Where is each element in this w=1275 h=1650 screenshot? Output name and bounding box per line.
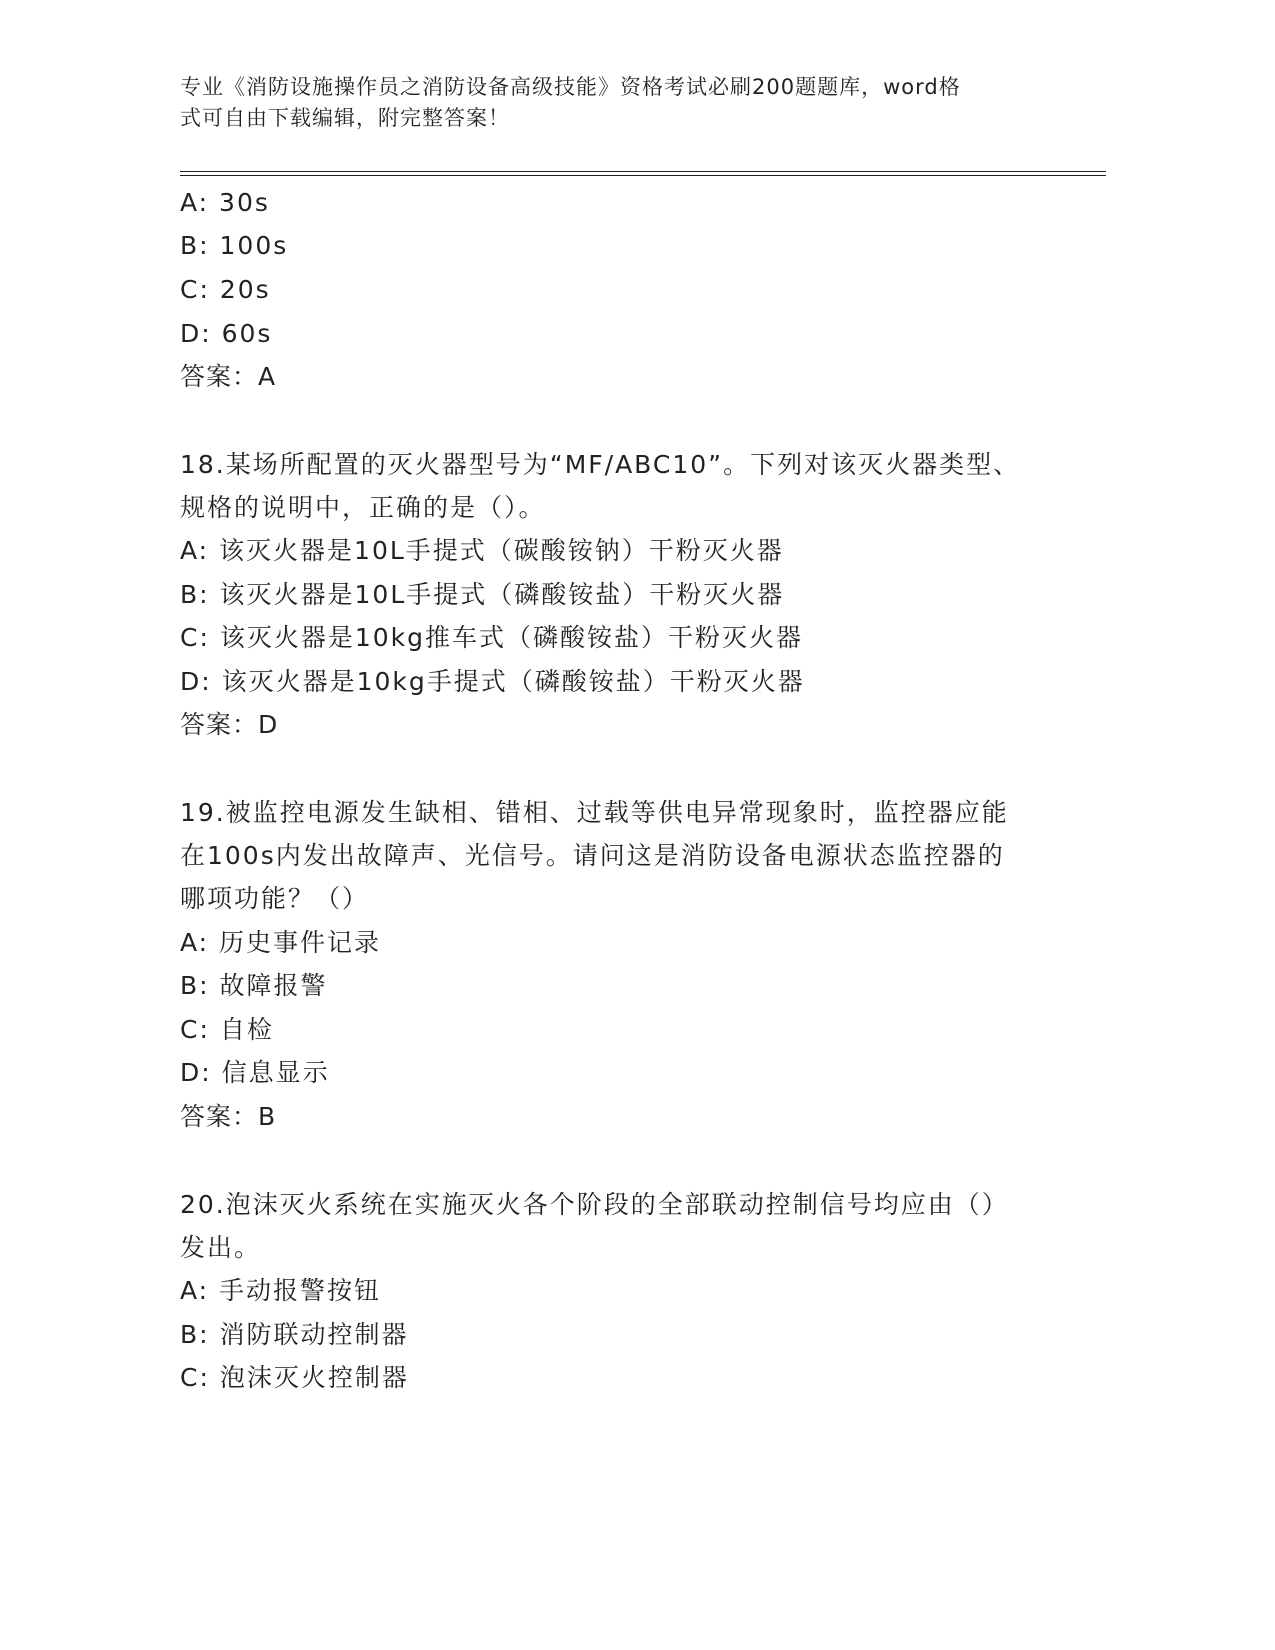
- q20-option-b: B: 消防联动控制器: [180, 1320, 409, 1349]
- q18-stem-line-2: 规格的说明中，正确的是（）。: [180, 493, 546, 522]
- q18-option-c: C: 该灭火器是10kg推车式（磷酸铵盐）干粉灭火器: [180, 623, 803, 652]
- header-line-1: 专业《消防设施操作员之消防设备高级技能》资格考试必刷200题题库，word格: [180, 75, 961, 99]
- header-line-2: 式可自由下载编辑，附完整答案！: [180, 106, 510, 130]
- header-rule-bottom: [180, 175, 1106, 176]
- q19-answer: 答案：B: [180, 1102, 277, 1131]
- header-rule-top: [180, 171, 1106, 172]
- q19-stem-line-2: 在100s内发出故障声、光信号。请问这是消防设备电源状态监控器的: [180, 841, 1005, 870]
- q17-option-a: A: 30s: [180, 188, 270, 217]
- q17-option-d: D: 60s: [180, 319, 273, 348]
- q19-option-b: B: 故障报警: [180, 971, 328, 1000]
- q18-answer: 答案：D: [180, 710, 279, 739]
- q20-stem-line-2: 发出。: [180, 1233, 262, 1262]
- q20-stem-line-1: 20.泡沫灭火系统在实施灭火各个阶段的全部联动控制信号均应由（）: [180, 1190, 1009, 1219]
- q18-option-d: D: 该灭火器是10kg手提式（磷酸铵盐）干粉灭火器: [180, 667, 805, 696]
- q20-option-a: A: 手动报警按钮: [180, 1276, 382, 1305]
- q17-answer: 答案：A: [180, 362, 277, 391]
- q19-stem-line-1: 19.被监控电源发生缺相、错相、过载等供电异常现象时，监控器应能: [180, 798, 1009, 827]
- q18-option-a: A: 该灭火器是10L手提式（碳酸铵钠）干粉灭火器: [180, 536, 784, 565]
- q17-option-c: C: 20s: [180, 275, 271, 304]
- q20-option-c: C: 泡沫灭火控制器: [180, 1363, 409, 1392]
- q19-option-a: A: 历史事件记录: [180, 928, 382, 957]
- q19-option-c: C: 自检: [180, 1015, 274, 1044]
- q18-option-b: B: 该灭火器是10L手提式（磷酸铵盐）干粉灭火器: [180, 580, 785, 609]
- q18-stem-line-1: 18.某场所配置的灭火器型号为“MF/ABC10”。下列对该灭火器类型、: [180, 450, 1021, 479]
- q17-option-b: B: 100s: [180, 231, 289, 260]
- q19-stem-line-3: 哪项功能？（）: [180, 884, 370, 913]
- q19-option-d: D: 信息显示: [180, 1058, 330, 1087]
